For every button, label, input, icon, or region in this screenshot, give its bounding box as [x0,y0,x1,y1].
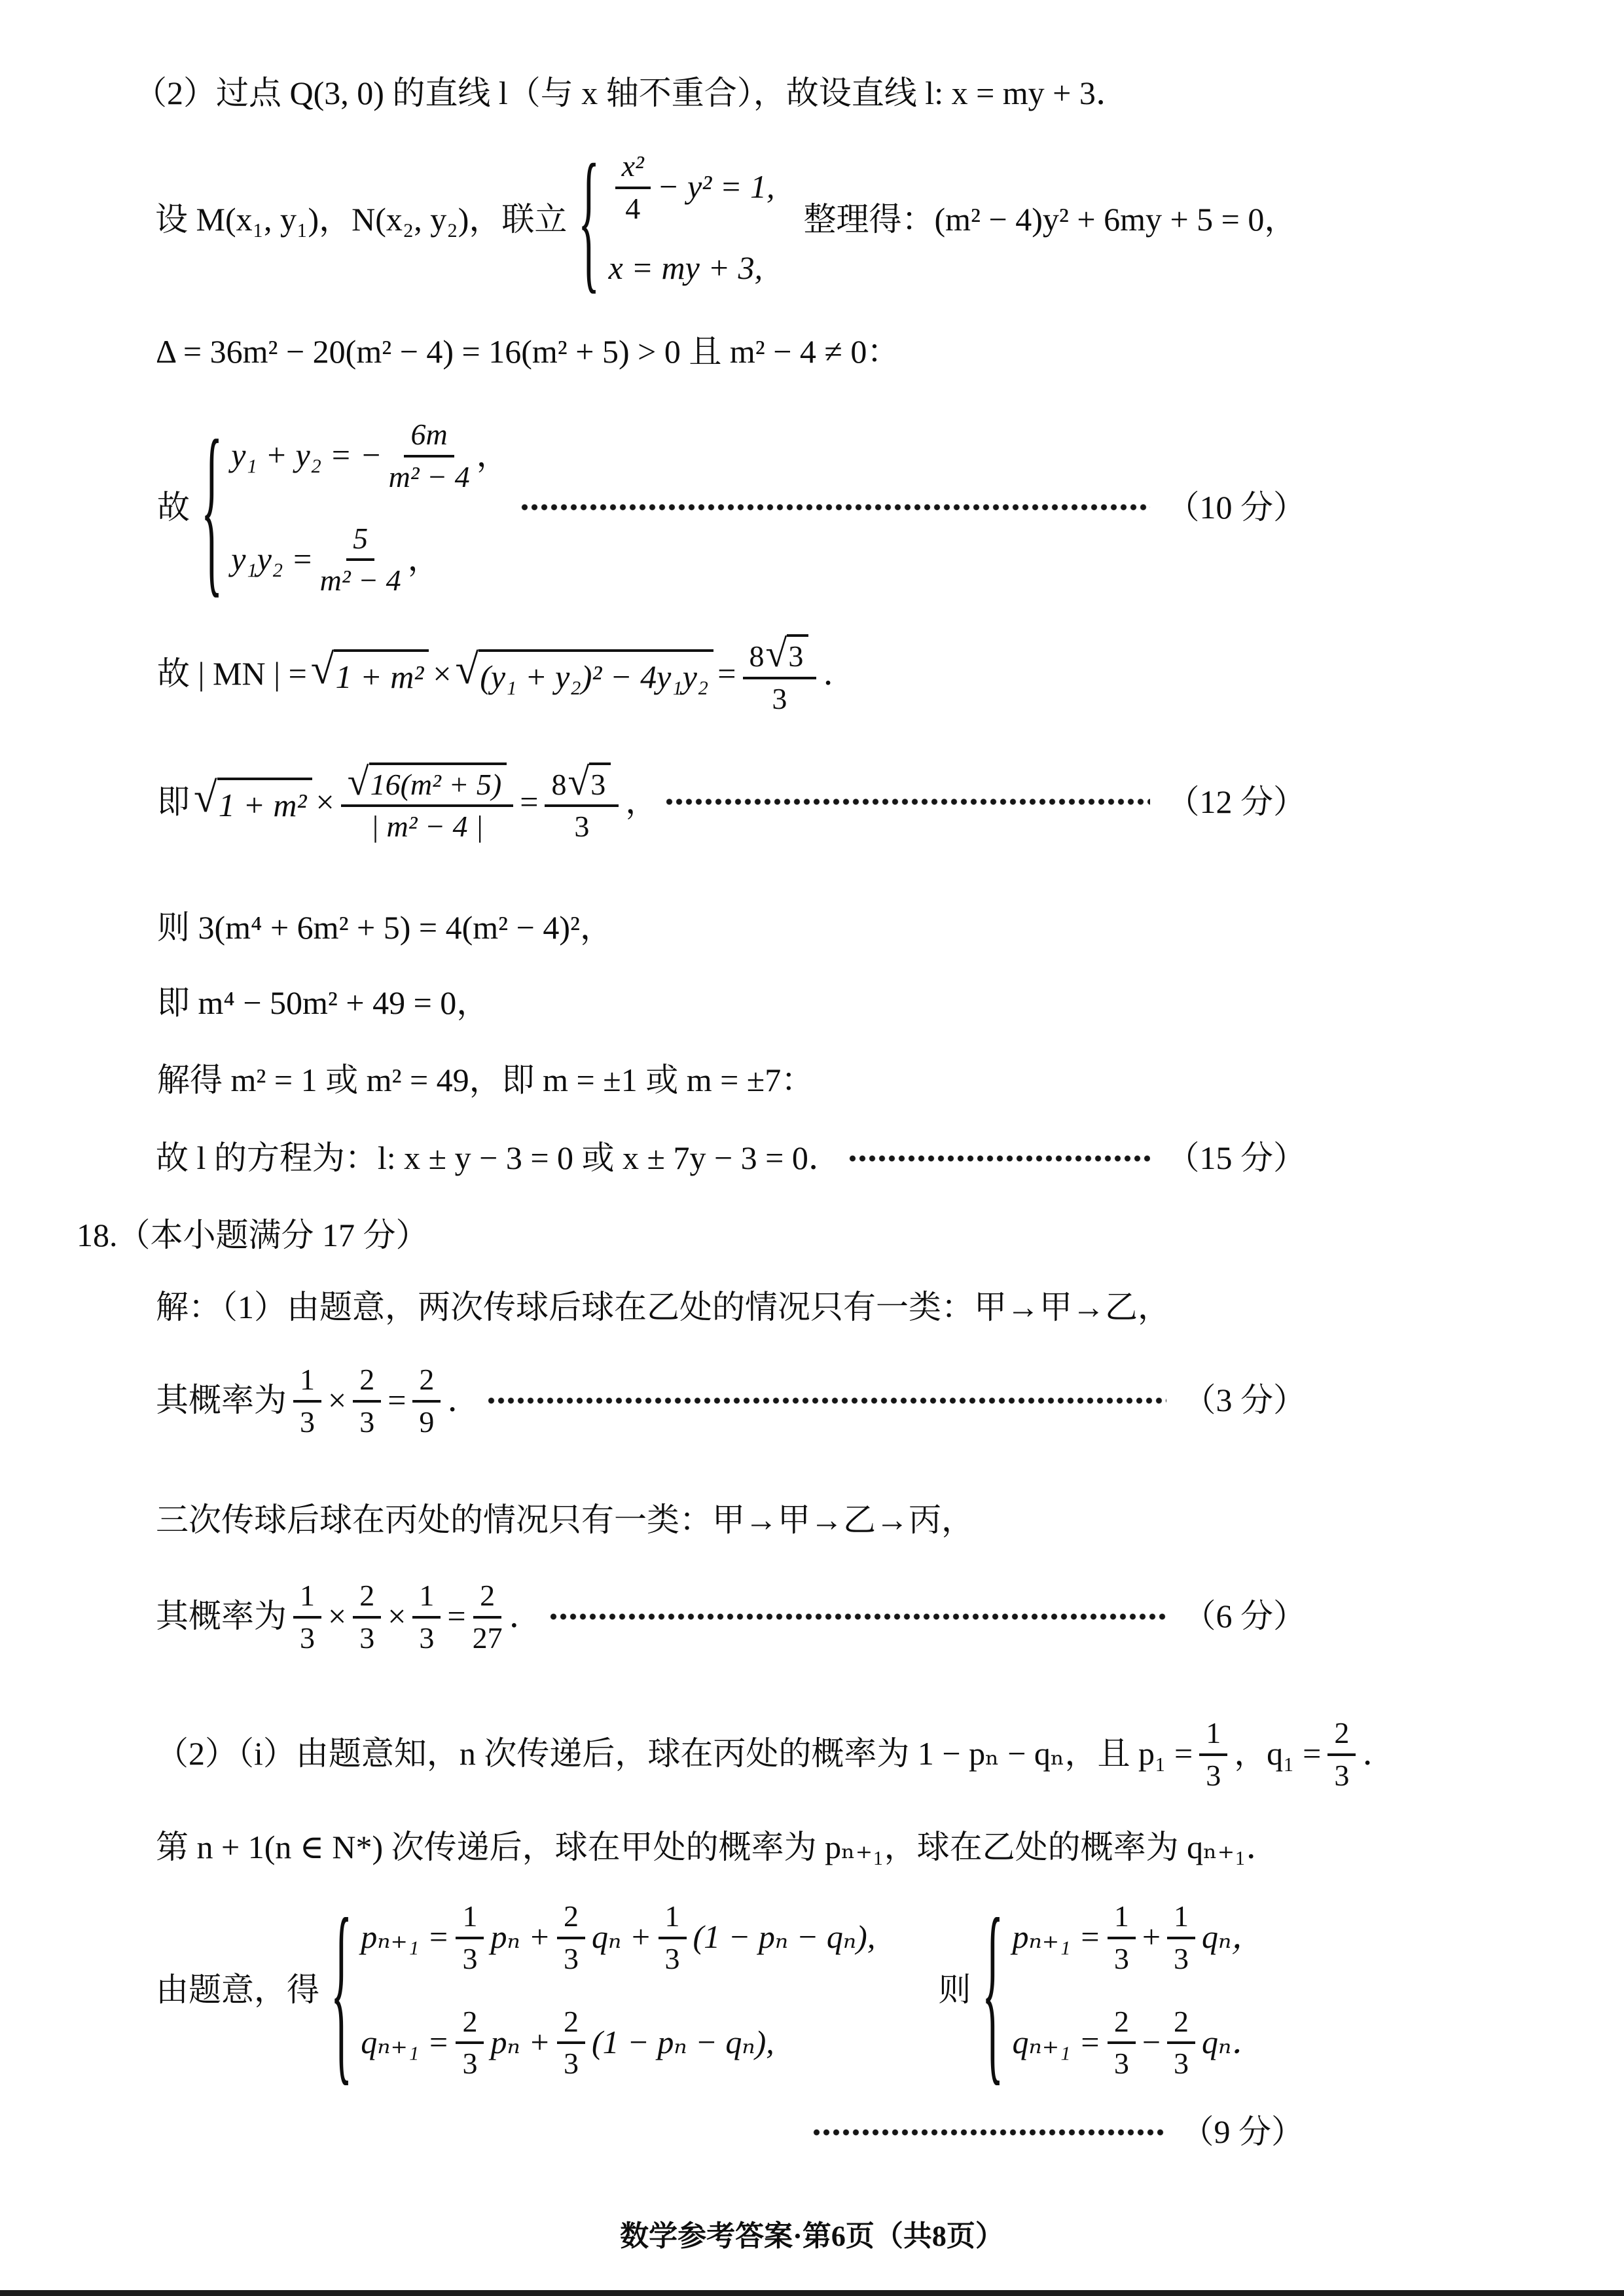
fraction-denominator: 3 [419,1621,435,1655]
line-mn-equation [157,740,1306,864]
line-text: 故 | MN | = [157,655,307,692]
fraction-denominator: 3 [1206,1758,1221,1792]
line-text: ． [447,1382,480,1418]
dotted-leader [812,2126,1164,2138]
radicand: 16(m² + 5) [369,762,507,800]
equation-row [1013,1899,1265,1975]
fraction [456,1899,484,1975]
times-sign: × [328,1598,347,1634]
fraction-denominator: 27 [472,1621,503,1655]
fraction-denominator: 3 [462,2047,478,2081]
equation-text: pₙ + [490,1918,550,1956]
numerator-coefficient: 8 [551,767,567,801]
equation-text: ， [476,437,509,474]
dotted-leader [549,1611,1166,1623]
fraction-denominator: 3 [1174,2047,1189,2081]
score-label: （3 分） [1183,1382,1306,1418]
line-text: 由题意，得 [156,1971,319,2008]
line-text: ． [1362,1735,1396,1772]
equation-row [1013,2005,1265,2080]
equation-row [609,149,775,224]
fraction-numerator: 2 [1327,1716,1356,1755]
equation-row [231,522,509,597]
fraction [412,1579,441,1654]
equation-text: qₙ． [1202,2023,1265,2060]
line-text: 即 m⁴ − 50m² + 49 = 0， [157,984,490,1021]
left-brace: { [982,1877,1004,2102]
question-number: 18.（本小题满分 17 分） [77,1217,429,1253]
fraction [1167,2005,1195,2080]
sqrt-radical [310,646,429,698]
fraction-denominator: 3 [574,810,590,843]
fraction-denominator: 3 [1334,1758,1350,1792]
equation-text: pₙ₊₁ = [361,1918,450,1956]
line-part2-intro [156,1696,1395,1811]
fraction [412,1363,441,1438]
line-text: 则 [938,1971,971,2008]
fraction [389,418,470,493]
equation-text: pₙ₊₁ = [1012,1918,1101,1956]
fraction-numerator: 2 [353,1579,381,1618]
fraction [1199,1716,1227,1791]
line-recurrence-systems [156,1877,1268,2102]
fraction-denominator: 3 [564,1941,579,1975]
fraction [1108,1899,1136,1975]
equation-text: (1 − pₙ − qₙ), [693,1918,876,1956]
score-label: （12 分） [1166,783,1306,820]
radical-sign: √ [347,759,369,803]
fraction-numerator: 1 [1108,1899,1136,1939]
radicand: 1 + m² [217,778,312,827]
line-solve-m [157,1059,814,1102]
line-q18-part1-intro [156,1286,1170,1329]
line-setup-l [134,72,1128,115]
times-sign: × [433,655,452,692]
line-score-9 [805,2111,1304,2153]
fraction [743,633,817,715]
sqrt-radical [765,632,809,675]
line-text: 即 [157,783,190,820]
line-text: 整理得：(m² − 4)y² + 6my + 5 = 0， [803,200,1297,238]
fraction [353,1363,381,1438]
fraction-denominator: 3 [1113,1941,1129,1975]
line-text: 三次传球后球在丙处的情况只有一类：甲→甲→乙→丙， [156,1501,974,1538]
dotted-leader [520,501,1150,513]
fraction [659,1899,687,1975]
fraction [456,2005,484,2080]
fraction [615,149,651,224]
line-text: 故 l 的方程为：l: x ± y − 3 = 0 或 x ± 7y − 3 = 0． [156,1139,841,1176]
fraction-numerator: 1 [456,1899,484,1939]
equation-text: pₙ + [490,2023,550,2060]
equals-sign: = [447,1598,466,1634]
dotted-leader [664,796,1149,808]
line-text: Δ = 36m² − 20(m² − 4) = 16(m² + 5) > 0 且 m² − 4 ≠ 0： [156,333,900,370]
fraction [293,1363,321,1438]
equation-text: y₁ + y₂ = − [231,437,382,474]
fraction-numerator: 2 [456,2005,484,2044]
fraction-denominator: 3 [359,1621,375,1655]
line-text: ， [625,783,659,820]
equation-row [361,1899,875,1975]
line-q18-header [77,1214,429,1257]
line-prob-2-9 [156,1343,1306,1458]
line-mn-length [157,617,856,731]
times-sign: × [328,1382,347,1418]
radical-sign: √ [455,646,479,693]
fraction-numerator: 1 [412,1579,441,1618]
left-brace: { [331,1877,353,2102]
equation-text: y₁y₂ = [231,540,314,577]
score-label: （15 分） [1166,1139,1306,1176]
line-vieta-system [157,401,1306,613]
fraction-denominator: 3 [300,1405,315,1439]
equation-system [323,1877,876,2102]
line-text: 第 n + 1(n ∈ N*) 次传递后，球在甲处的概率为 pₙ₊₁，球在乙处的概率为 qₙ₊₁． [156,1829,1279,1865]
equation-text: qₙ， [1202,1918,1265,1956]
line-text: 其概率为 [156,1382,287,1418]
fraction-numerator: 1 [1199,1716,1227,1755]
equation-system [975,1877,1265,2102]
fraction-numerator: 6m [404,418,454,457]
fraction-numerator: 2 [1167,2005,1195,2044]
radical-sign: √ [765,632,787,675]
left-brace: { [201,401,223,613]
equation-system [571,132,775,307]
line-expand [157,906,613,949]
equation-text: qₙ₊₁ = [361,2023,450,2060]
sqrt-radical [194,774,312,827]
score-label: （10 分） [1166,488,1306,526]
sqrt-radical [568,759,611,803]
dotted-leader [848,1153,1150,1164]
radicand: 3 [787,634,808,672]
fraction-denominator: 3 [664,1941,680,1975]
equation-text: ， [407,540,441,577]
equation-text: − y² = 1, [657,168,775,205]
line-discriminant [156,331,899,373]
equation-text: + [1142,1918,1161,1956]
fraction-numerator: 1 [293,1363,321,1402]
equation-text: (1 − pₙ − qₙ), [592,2023,774,2060]
fraction-numerator: 2 [473,1579,501,1618]
fraction-denominator: 3 [462,1941,478,1975]
fraction-numerator: x² [615,149,651,188]
fraction-denominator: 3 [1174,1941,1189,1975]
fraction [341,761,514,843]
fraction-denominator: 4 [625,191,641,225]
fraction [353,1579,381,1654]
scan-edge-bar [0,2290,1624,2296]
line-n-plus-1 [156,1826,1279,1869]
radicand: 3 [589,762,611,800]
fraction [557,1899,585,1975]
fraction-numerator: 2 [557,2005,585,2044]
fraction [1167,1899,1195,1975]
line-text: ． [509,1598,542,1634]
fraction-denominator: 3 [359,1405,375,1439]
equation-text: qₙ + [592,1918,652,1956]
fraction-denominator: 3 [1113,2047,1129,2081]
fraction-numerator: 2 [557,1899,585,1939]
line-quartic [157,982,489,1024]
fraction-denominator: m² − 4 [388,459,470,493]
dotted-leader [486,1395,1166,1407]
fraction-numerator [545,761,619,807]
line-text: ． [823,655,856,692]
numerator-coefficient: 8 [749,639,765,673]
fraction-numerator: 1 [293,1579,321,1618]
fraction-denominator: m² − 4 [319,564,401,598]
radical-sign: √ [194,774,217,821]
times-sign: × [316,783,334,820]
fraction-numerator: 1 [659,1899,687,1939]
equation-text: qₙ₊₁ = [1012,2023,1101,2060]
fraction-numerator: 1 [1167,1899,1195,1939]
line-text: （2）过点 Q(3, 0) 的直线 l（与 x 轴不重合），故设直线 l: x = my + 3． [134,75,1128,111]
equals-sign: = [520,783,539,820]
equation-row [231,418,509,493]
fraction [473,1579,503,1654]
fraction [293,1579,321,1654]
fraction-numerator [743,633,817,679]
radicand: (y₁ + y₂)² − 4y₁y₂ [478,649,713,698]
line-prob-2-27 [156,1559,1306,1674]
line-text: （2）（i）由题意知，n 次传递后，球在丙处的概率为 1 − pₙ − qₙ，且 p₁ = [156,1735,1193,1772]
equals-sign: = [388,1382,406,1418]
line-substitute-system [155,132,1297,307]
equation-row [361,2005,875,2080]
line-l-equations [156,1137,1306,1179]
fraction [1108,2005,1136,2080]
fraction [1327,1716,1356,1791]
score-label: （6 分） [1183,1598,1306,1634]
fraction [545,761,619,843]
page-footer [0,2217,1624,2255]
sqrt-radical [347,759,507,803]
line-text: 则 3(m⁴ + 6m² + 5) = 4(m² − 4)²， [157,909,613,946]
line-text: ，q₁ = [1234,1735,1322,1772]
fraction-numerator: 5 [346,522,374,561]
line-text: 设 M(x₁, y₁)，N(x₂, y₂)，联立 [155,200,568,238]
fraction-denominator: 3 [564,2047,579,2081]
left-brace: { [578,132,600,307]
radicand: 1 + m² [334,649,429,698]
fraction-numerator: 2 [353,1363,381,1402]
equation-system [194,401,509,613]
fraction-denominator: 3 [772,681,787,715]
times-sign: × [388,1598,406,1634]
fraction-numerator: 2 [412,1363,441,1402]
equals-sign: = [717,655,736,692]
line-text: 解：（1）由题意，两次传球后球在乙处的情况只有一类：甲→甲→乙， [156,1289,1170,1325]
fraction-denominator: 9 [419,1405,435,1439]
line-three-pass-intro [156,1499,974,1541]
footer-text: 数学参考答案·第6页（共8页） [620,2220,1004,2252]
fraction [320,522,401,597]
line-text: 故 [157,488,190,526]
fraction-denominator: | m² − 4 | [370,810,484,843]
radical-sign: √ [310,646,334,693]
equation-text: − [1142,2023,1161,2060]
fraction-numerator [341,761,514,807]
radical-sign: √ [568,759,590,803]
score-label: （9 分） [1181,2113,1304,2150]
sqrt-radical [455,646,714,698]
fraction-denominator: 3 [300,1621,315,1655]
equation-row: x = my + 3, [608,249,763,286]
line-text: 解得 m² = 1 或 m² = 49，即 m = ±1 或 m = ±7： [157,1062,814,1098]
line-text: 其概率为 [156,1598,287,1634]
fraction [557,2005,585,2080]
fraction-numerator: 2 [1108,2005,1136,2044]
